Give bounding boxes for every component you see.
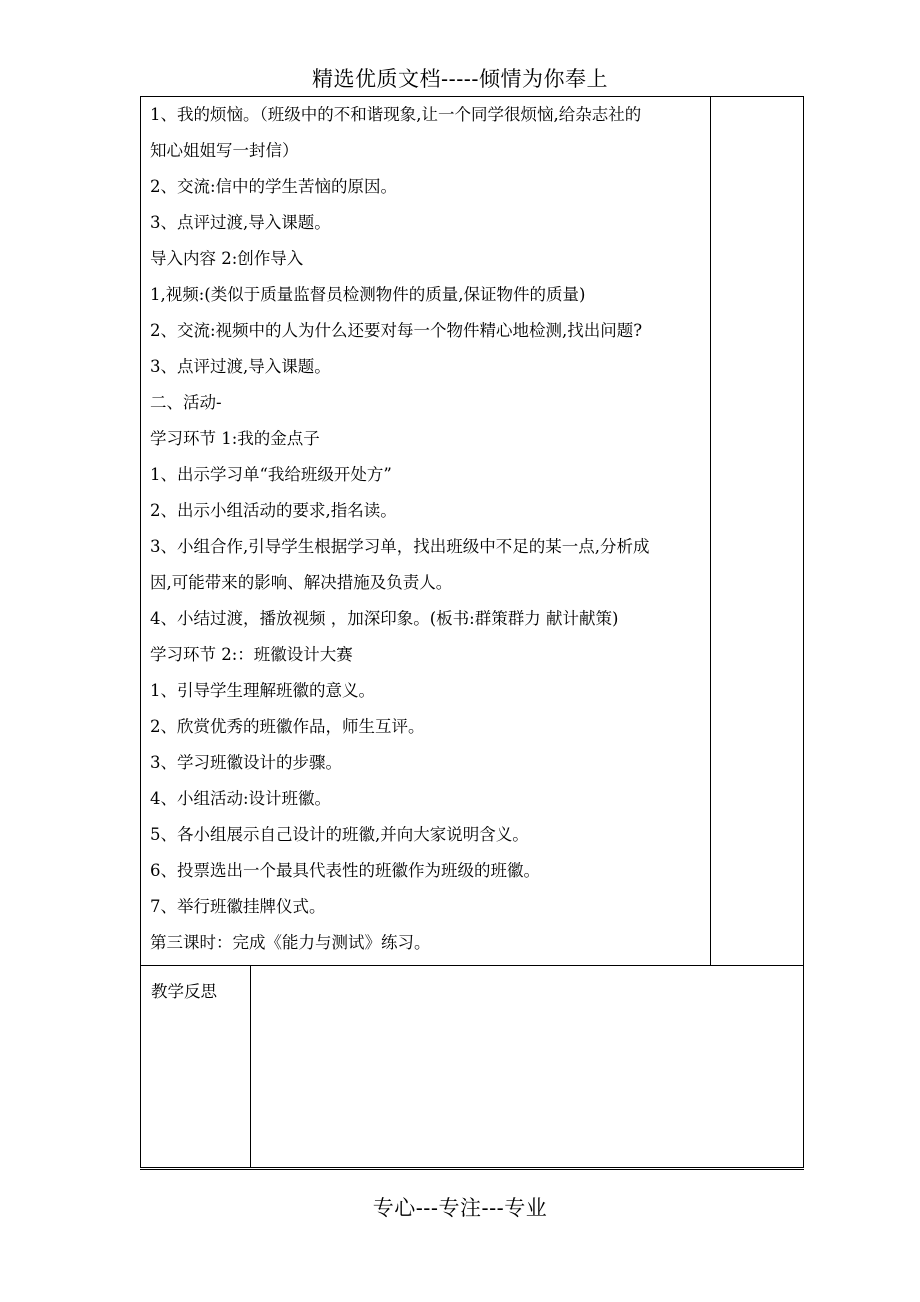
lesson-line: 2、出示小组活动的要求,指名读。 xyxy=(150,501,397,520)
page-footer: 专心---专注---专业 xyxy=(372,1196,548,1220)
notes-side-cell xyxy=(711,97,803,966)
lesson-line: 学习环节 2:：班徽设计大赛 xyxy=(150,645,353,664)
lesson-line: 知心姐姐写一封信） xyxy=(150,141,299,160)
lesson-line: 二、活动- xyxy=(150,393,222,412)
lesson-line: 3、点评过渡,导入课题。 xyxy=(150,213,331,232)
lesson-line: 导入内容 2:创作导入 xyxy=(150,249,304,268)
lesson-line: 2、交流:视频中的人为什么还要对每一个物件精心地检测,找出问题? xyxy=(150,321,643,340)
lesson-line: 第三课时：完成《能力与测试》练习。 xyxy=(150,933,431,952)
page-header: 精选优质文档-----倾情为你奉上 xyxy=(312,67,608,91)
lesson-line: 2、欣赏优秀的班徽作品，师生互评。 xyxy=(150,717,425,736)
lesson-line: 1、出示学习单“我给班级开处方” xyxy=(150,465,392,484)
lesson-line: 3、学习班徽设计的步骤。 xyxy=(150,753,342,772)
lesson-line: 1、引导学生理解班徽的意义。 xyxy=(150,681,375,700)
lesson-line: 4、小结过渡，播放视频 ，加深印象。(板书:群策群力 献计献策) xyxy=(150,609,619,628)
reflection-label: 教学反思 xyxy=(151,982,217,1001)
lesson-line: 2、交流:信中的学生苦恼的原因。 xyxy=(150,177,398,196)
lesson-line: 1,视频:(类似于质量监督员检测物件的质量,保证物件的质量) xyxy=(150,285,586,304)
lesson-line: 1、我的烦恼。（班级中的不和谐现象,让一个同学很烦恼,给杂志社的 xyxy=(150,105,642,124)
reflection-label-cell xyxy=(141,966,251,1167)
lesson-line: 5、各小组展示自己设计的班徽,并向大家说明含义。 xyxy=(150,825,529,844)
lesson-plan-table xyxy=(140,96,804,1168)
lesson-line: 3、点评过渡,导入课题。 xyxy=(150,357,331,376)
lesson-line: 3、小组合作,引导学生根据学习单，找出班级中不足的某一点,分析成 xyxy=(150,537,650,556)
lesson-line: 因,可能带来的影响、解决措施及负责人。 xyxy=(150,573,453,592)
lesson-line: 4、小组活动:设计班徽。 xyxy=(150,789,332,808)
lesson-line: 7、举行班徽挂牌仪式。 xyxy=(150,897,326,916)
lesson-content-lines xyxy=(150,97,706,961)
reflection-body-cell xyxy=(251,966,803,1167)
lesson-content-cell xyxy=(141,97,711,966)
lesson-line: 学习环节 1:我的金点子 xyxy=(150,429,320,448)
lesson-line: 6、投票选出一个最具代表性的班徽作为班级的班徽。 xyxy=(150,861,540,880)
table-bottom-rule xyxy=(140,1167,804,1170)
